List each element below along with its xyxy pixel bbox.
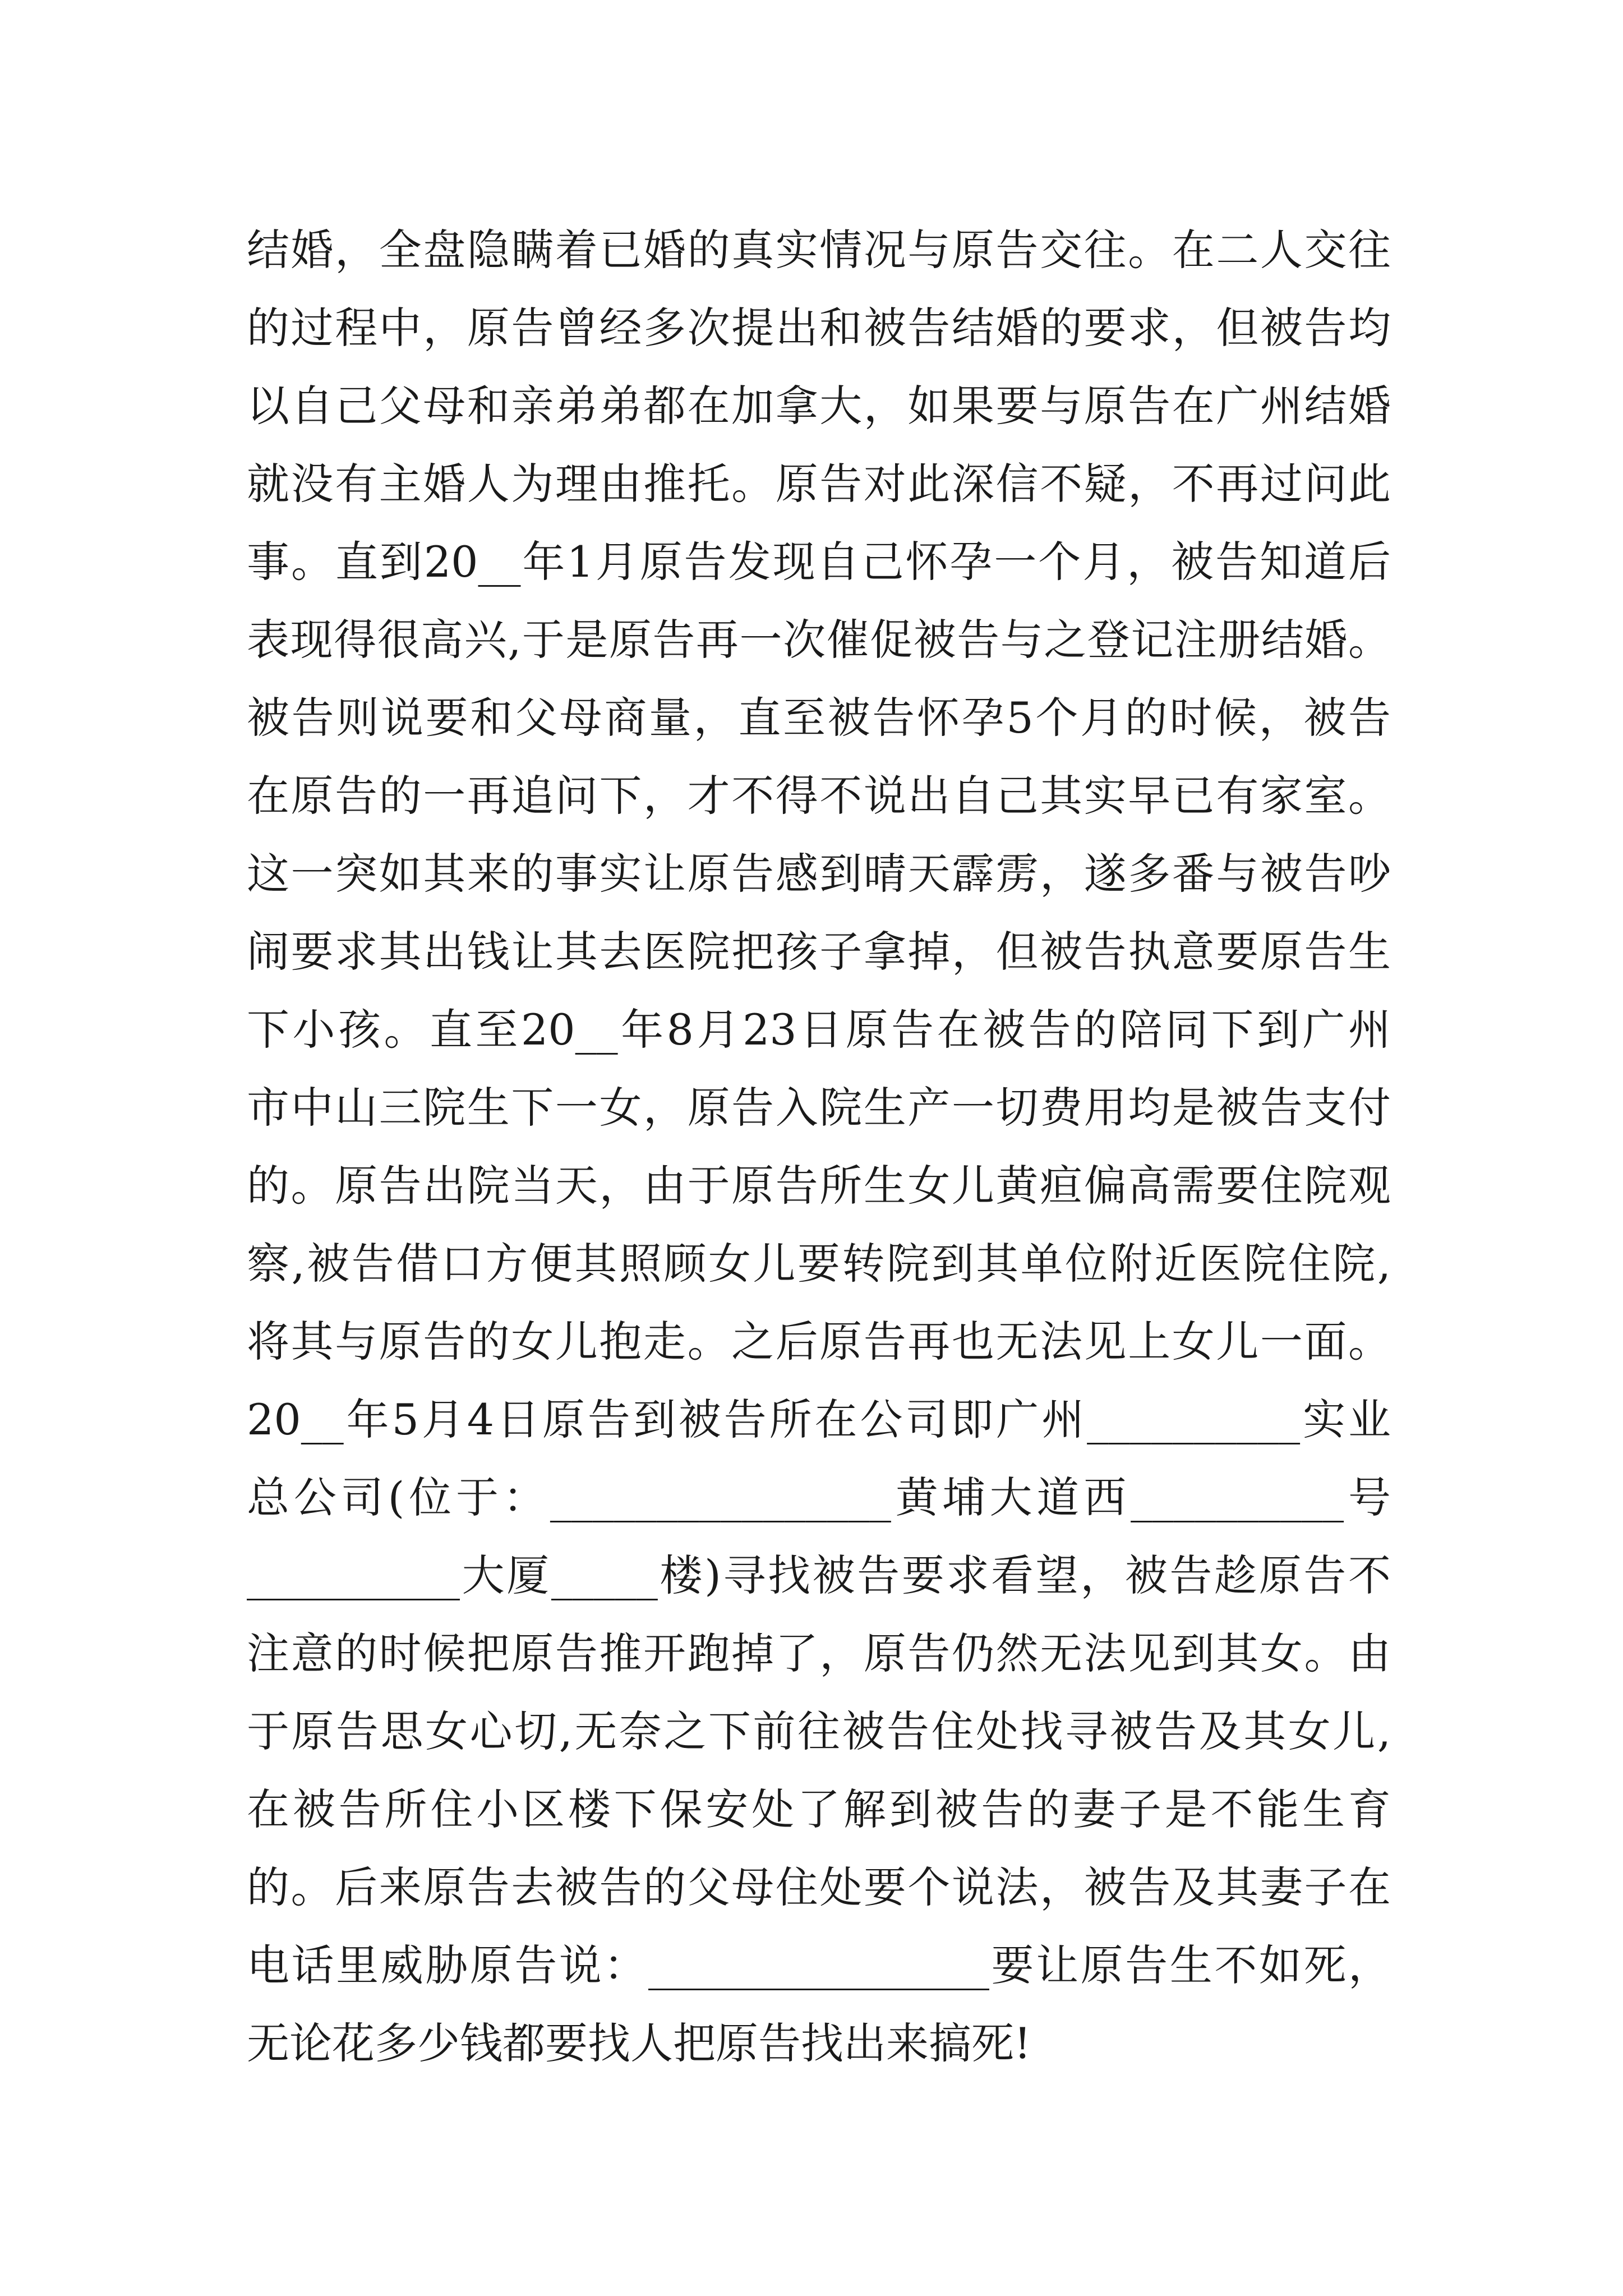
body-text [247,211,1391,2082]
text-line: 在被告所住小区楼下保安处了解到被告的妻子是不能生育 [247,1784,1391,1834]
text-line: 于原告思女心切,无奈之下前往被告住处找寻被告及其女儿, [247,1706,1391,1756]
text-line: 注意的时候把原告推开跑掉了，原告仍然无法见到其女。由 [247,1628,1391,1678]
text-line: 这一突如其来的事实让原告感到晴天霹雳，遂多番与被告吵 [247,849,1391,899]
text-line: 闹要求其出钱让其去医院把孩子拿掉，但被告执意要原告生 [247,927,1391,977]
text-line: 的。原告出院当天，由于原告所生女儿黄疸偏高需要住院观 [247,1161,1391,1211]
text-line: 结婚，全盘隐瞒着已婚的真实情况与原告交往。在二人交往 [247,225,1391,275]
text-line: 表现得很高兴,于是原告再一次催促被告与之登记注册结婚。 [247,615,1391,665]
text-line: 的。后来原告去被告的父母住处要个说法，被告及其妻子在 [247,1862,1391,1912]
text-line: 市中山三院生下一女，原告入院生产一切费用均是被告支付 [247,1083,1391,1133]
text-line: 被告则说要和父母商量，直至被告怀孕5个月的时候，被告 [247,693,1391,743]
text-line: 无论花多少钱都要找人把原告找出来搞死! [247,2018,1031,2068]
text-line: 20__年5月4日原告到被告所在公司即广州__________实业 [247,1395,1391,1444]
text-line: 的过程中，原告曾经多次提出和被告结婚的要求，但被告均 [247,303,1391,353]
text-line: 察,被告借口方便其照顾女儿要转院到其单位附近医院住院, [247,1239,1391,1289]
text-line: 电话里威胁原告说：________________要让原告生不如死， [247,1940,1391,1990]
text-line: 将其与原告的女儿抱走。之后原告再也无法见上女儿一面。 [247,1317,1391,1366]
text-line: __________大厦_____楼)寻找被告要求看望，被告趁原告不 [247,1550,1391,1600]
text-line: 以自己父母和亲弟弟都在加拿大，如果要与原告在广州结婚 [247,381,1391,431]
text-line: 就没有主婚人为理由推托。原告对此深信不疑，不再过问此 [247,459,1391,509]
text-line: 总公司(位于：________________黄埔大道西__________号 [247,1473,1391,1522]
text-line: 事。直到20__年1月原告发现自己怀孕一个月，被告知道后 [247,537,1391,587]
text-line: 在原告的一再追问下，才不得不说出自己其实早已有家室。 [247,771,1391,821]
text-line: 下小孩。直至20__年8月23日原告在被告的陪同下到广州 [247,1005,1391,1055]
